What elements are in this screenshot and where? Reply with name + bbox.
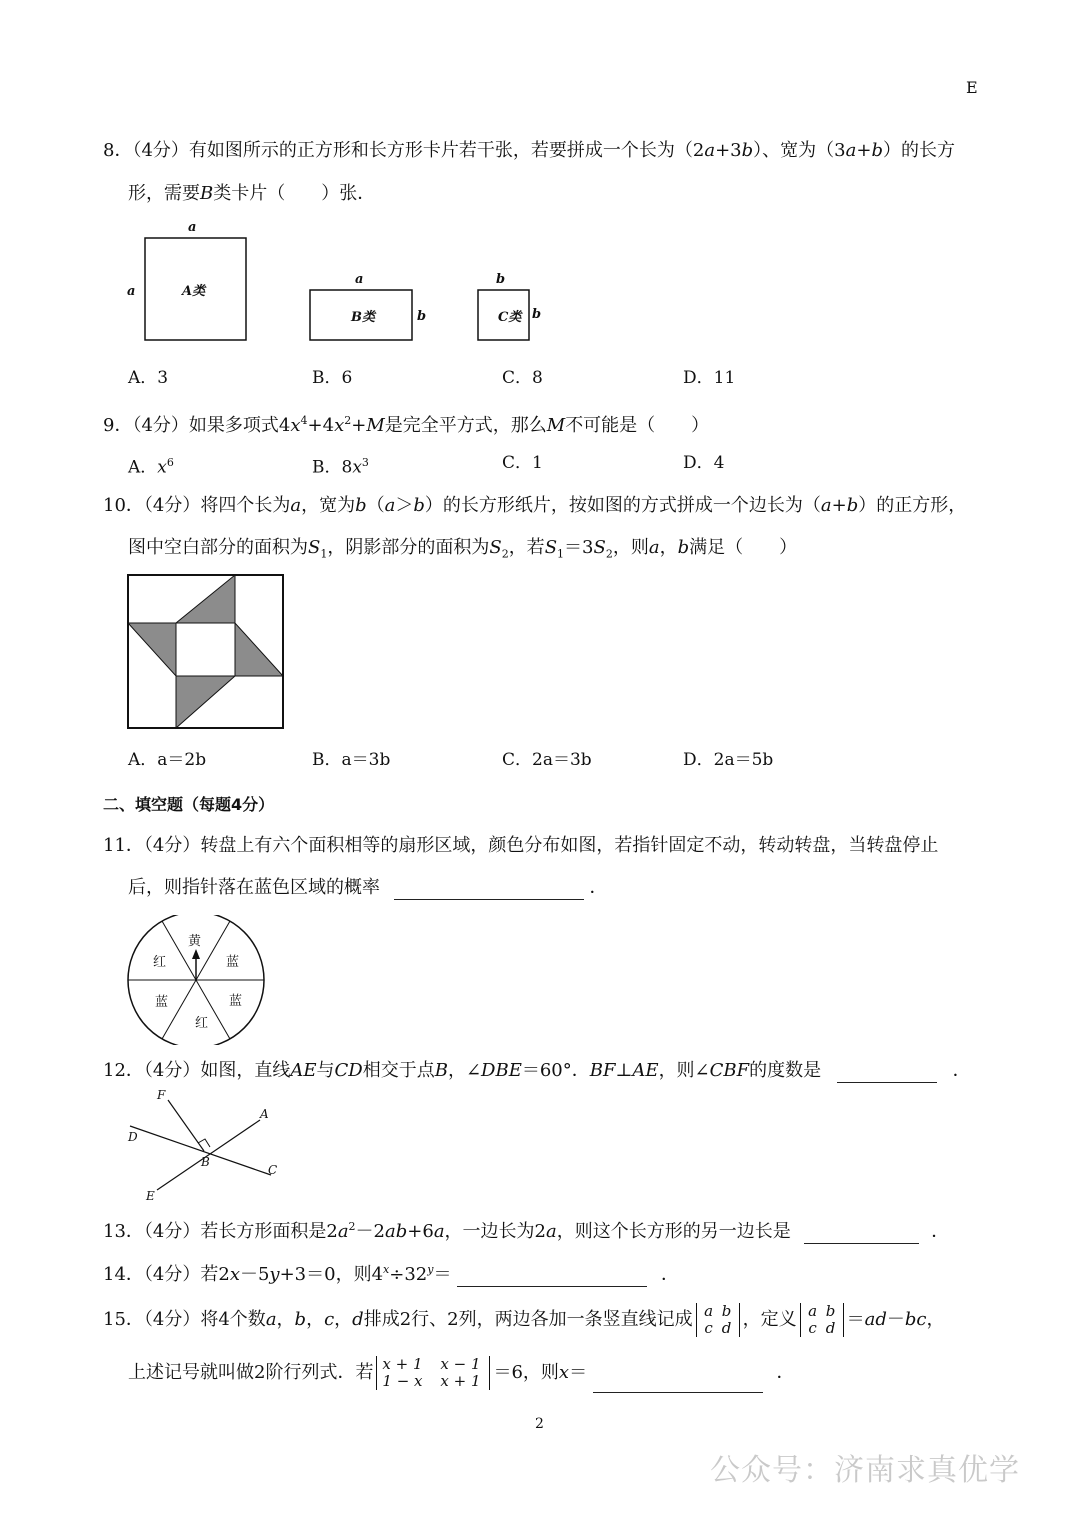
q13-answer-blank[interactable] [804,1225,919,1244]
point-label-d: D [128,1130,138,1144]
watermark: 公众号：济南求真优学 [710,1453,1020,1488]
section-heading-fill-blank: 二、填空题（每题4分） [103,795,275,814]
q11-line2: 后，则指针落在蓝色区域的概率 ． [128,877,608,898]
point-label-f: F [157,1088,166,1102]
q12-question: 12．（4分）如图，直线AE与CD相交于点B，∠DBE＝60°．BF⊥AE，则∠CBF的度数是 ． [103,1060,971,1081]
q9-question: 9．（4分）如果多项式$4x^4+4x^2+M$是完全平方式，那么M不可能是（ ） [103,414,710,436]
det-definition: a b c d [800,1303,844,1337]
det-equation: x + 1 x − 1 1 − x x + 1 [376,1356,490,1390]
card-b-name: B类 [351,310,375,325]
q9-option-b: B．$8x^3$ [312,456,369,478]
shaded-triangle-bottom [176,676,235,728]
q14-answer-blank[interactable] [457,1268,647,1287]
q8-line1: 8．（4分）有如图所示的正方形和长方形卡片若干张，若要拼成一个长为（2a+3b）、宽为（3a+b）的长方 [103,140,955,161]
shaded-triangle-right [235,623,283,676]
q9-option-d: D．4 [683,453,725,473]
card-c-side-label: b [532,307,542,322]
card-a-side-label: a [127,284,136,299]
sector-label-6: 红 [153,955,167,970]
page-number: 2 [535,1416,544,1432]
q10-line1: 10．（4分）将四个长为a，宽为b（a＞b）的长方形纸片，按如图的方式拼成一个边长为（a+b）的正方形， [103,495,967,516]
sector-label-3: 蓝 [229,994,243,1009]
q8-option-d: D．11 [683,368,736,388]
card-a-top-label: a [188,220,197,235]
card-c-name: C类 [498,310,522,325]
q15-answer-blank[interactable] [593,1374,763,1393]
det-notation: a b c d [696,1303,740,1337]
card-b-side-label: b [417,309,427,324]
q8-option-c: C．8 [502,368,543,388]
q10-pinwheel-figure [126,573,286,730]
card-c-top-label: b [496,272,506,287]
q10-option-b: B．a＝3b [312,750,391,770]
sector-label-4: 红 [195,1016,209,1031]
shaded-triangle-top [176,575,235,623]
point-label-a: A [260,1107,269,1121]
point-label-e: E [146,1189,155,1203]
q13-question: 13．（4分）若长方形面积是$2a^2-2ab+6a$，一边长为2a，则这个长方形的另一边长是 ． [103,1220,950,1242]
point-label-b: B [201,1155,210,1169]
q8-line2: 形，需要B类卡片（ ）张． [128,183,376,204]
q10-line2: 图中空白部分的面积为$S_1$，阴影部分的面积为$S_2$，若$S_1=3S_2$，则a，b满足（ ） [128,537,798,561]
q8-option-a: A．3 [128,368,169,388]
point-label-c: C [268,1163,278,1177]
shaded-triangle-left [128,623,176,676]
q10-option-d: D．2a＝5b [683,750,774,770]
sector-label-2: 蓝 [226,955,240,970]
corner-mark: E [966,78,978,97]
q9-option-a: A．$x^6$ [128,456,174,478]
q11-line1: 11．（4分）转盘上有六个面积相等的扇形区域，颜色分布如图，若指针固定不动，转动转盘，当转盘停止 [103,835,939,856]
card-b-top-label: a [355,272,364,287]
ray-bf [168,1100,204,1151]
sector-label-1: 黄 [188,934,202,949]
q15-line2: 上述记号就叫做2阶行列式．若 x + 1 x − 1 1 − x x + 1 ＝6，则x＝ ． [128,1353,795,1393]
q15-line1: 15．（4分）将4个数a，b，c，d排成2行、2列，两边各加一条竖直线记成 a b c d ，定义 a b c d ＝ad－bc， [103,1302,945,1337]
q12-answer-blank[interactable] [837,1064,937,1083]
q10-option-c: C．2a＝3b [502,750,592,770]
q11-answer-blank[interactable] [394,881,584,900]
q9-option-c: C．1 [502,453,543,473]
q10-option-a: A．a＝2b [128,750,207,770]
q8-option-b: B．6 [312,368,353,388]
spinner-pointer-arrow [192,949,200,959]
q14-question: 14．（4分）若2x－5y+3＝0，则$4^x\div 32^y=$ ． [103,1263,679,1285]
card-a-name: A类 [182,284,206,299]
sector-label-5: 蓝 [155,995,169,1010]
